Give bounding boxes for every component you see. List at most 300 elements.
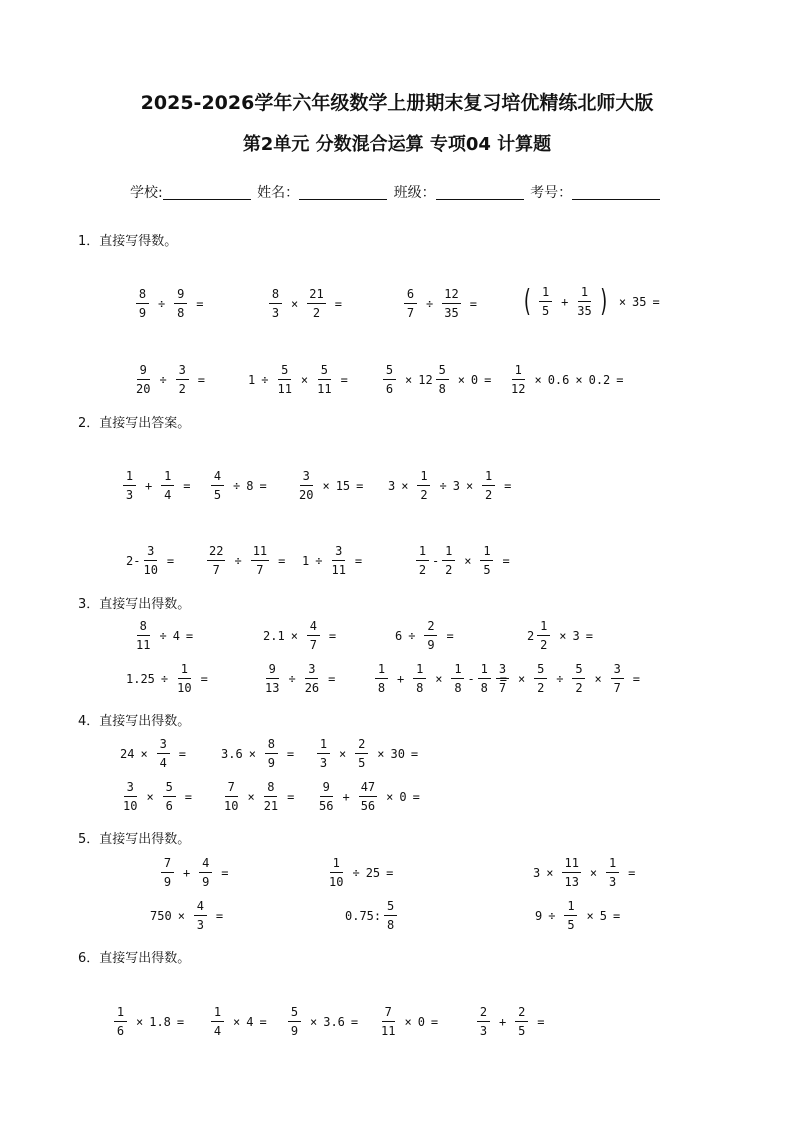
denominator: 10 — [224, 799, 239, 813]
numerator: 4 — [199, 857, 212, 873]
fraction — [265, 738, 278, 769]
number: 35 — [632, 294, 647, 309]
multiply-sign: × — [546, 865, 554, 880]
math-problem — [326, 857, 399, 888]
multiply-sign: × — [146, 789, 154, 804]
numerator: 5 — [318, 364, 331, 380]
denominator: 2 — [418, 563, 427, 577]
fraction — [424, 620, 437, 651]
equals-sign: = — [652, 294, 660, 309]
fraction — [114, 1006, 127, 1037]
fraction — [515, 1006, 528, 1037]
fraction — [305, 663, 319, 694]
math-problem — [493, 663, 646, 694]
exam-number-blank[interactable] — [572, 185, 660, 200]
school-label: 学校: — [130, 185, 163, 201]
numerator: 4 — [211, 470, 224, 486]
equals-sign: = — [185, 628, 194, 643]
equals-sign: = — [410, 746, 419, 761]
numerator: 1 — [211, 1006, 224, 1022]
equals-sign: = — [616, 372, 624, 387]
denominator: 7 — [212, 563, 220, 577]
minus-sign: - — [133, 553, 141, 568]
numerator: 1 — [114, 1006, 127, 1022]
multiply-sign: × — [586, 908, 594, 923]
equals-sign: = — [278, 553, 286, 568]
multiply-sign: × — [248, 746, 256, 761]
numerator: 1 — [416, 545, 429, 561]
denominator: 11 — [317, 382, 332, 396]
fraction — [451, 663, 464, 694]
plus-sign: + — [397, 671, 405, 686]
divide-sign: ÷ — [158, 296, 166, 311]
math-problem — [508, 364, 630, 395]
equals-sign: = — [585, 628, 593, 643]
fraction — [307, 288, 325, 319]
denominator: 2 — [178, 382, 186, 396]
number: 24 — [120, 746, 135, 761]
numerator: 1 — [451, 663, 464, 679]
numerator: 1 — [478, 663, 491, 679]
divide-sign: ÷ — [159, 372, 167, 387]
numerator: 11 — [251, 545, 269, 561]
divide-sign: ÷ — [408, 628, 416, 643]
numerator: 5 — [383, 364, 396, 380]
numerator: 1 — [417, 470, 430, 486]
right-parenthesis: ) — [598, 283, 610, 319]
multiply-sign: × — [457, 372, 465, 387]
number: 15 — [335, 478, 351, 493]
math-problem — [395, 620, 460, 651]
fraction — [136, 288, 149, 319]
equals-sign: = — [287, 789, 295, 804]
number: 3 — [533, 865, 541, 880]
numerator: 3 — [124, 781, 137, 797]
fraction — [317, 738, 330, 769]
equals-sign: = — [350, 1014, 359, 1029]
number: 2 — [126, 553, 134, 568]
math-problem — [126, 663, 214, 694]
fraction — [207, 545, 225, 576]
divide-sign: ÷ — [233, 478, 241, 493]
number: 1.8 — [149, 1014, 171, 1029]
fraction — [329, 857, 343, 888]
numerator: 9 — [174, 288, 187, 304]
section-heading-5: 5．直接写出得数。 — [78, 832, 191, 847]
multiply-sign: × — [290, 628, 298, 643]
divide-sign: ÷ — [426, 296, 434, 311]
denominator: 2 — [485, 488, 493, 502]
numerator: 6 — [404, 288, 417, 304]
number: 3.6 — [221, 746, 243, 761]
math-problem — [527, 620, 599, 651]
multiply-sign: × — [405, 372, 413, 387]
numerator: 7 — [382, 1006, 395, 1022]
math-problem — [126, 545, 180, 576]
numerator: 22 — [207, 545, 225, 561]
math-problem — [285, 1006, 364, 1037]
fraction — [199, 857, 212, 888]
denominator: 3 — [196, 918, 205, 932]
numerator: 1 — [442, 545, 455, 561]
fraction — [606, 857, 619, 888]
mixed-number-whole: 12 — [418, 372, 433, 387]
denominator: 3 — [271, 306, 280, 320]
section-heading-3: 3．直接写出得数。 — [78, 597, 191, 612]
multiply-sign: × — [618, 294, 627, 309]
numerator: 47 — [359, 781, 377, 797]
numerator: 8 — [137, 620, 150, 636]
denominator: 2 — [540, 638, 548, 652]
numerator: 3 — [611, 663, 624, 679]
fraction — [537, 620, 550, 651]
denominator: 10 — [329, 875, 344, 889]
denominator: 9 — [163, 875, 172, 889]
math-problem — [204, 545, 291, 576]
denominator: 11 — [381, 1024, 396, 1038]
equals-sign: = — [537, 1014, 545, 1029]
fraction — [136, 620, 150, 651]
numerator: 7 — [161, 857, 174, 873]
fraction — [211, 470, 224, 501]
number: 0 — [417, 1014, 425, 1029]
student-info-line — [130, 182, 662, 202]
numerator: 1 — [578, 286, 591, 302]
fraction — [442, 545, 455, 576]
fraction — [384, 900, 397, 931]
denominator: 4 — [213, 1024, 222, 1038]
fraction — [416, 545, 429, 576]
denominator: 10 — [123, 799, 138, 813]
multiply-sign: × — [177, 908, 185, 923]
number: 25 — [365, 865, 381, 880]
fraction — [355, 738, 368, 769]
numerator: 1 — [123, 470, 136, 486]
fraction — [264, 781, 278, 812]
fraction — [161, 470, 174, 501]
equals-sign: = — [386, 865, 394, 880]
multiply-sign: × — [136, 1014, 144, 1029]
equals-sign: = — [286, 746, 295, 761]
math-problem — [266, 288, 348, 319]
fraction — [163, 781, 176, 812]
fraction — [477, 1006, 490, 1037]
denominator: 8 — [454, 681, 462, 695]
denominator: 4 — [159, 756, 167, 770]
fraction — [539, 286, 552, 317]
divide-sign: ÷ — [160, 671, 169, 686]
denominator: 3 — [479, 1024, 488, 1038]
math-problem — [314, 738, 424, 769]
multiply-sign: × — [464, 553, 472, 568]
divide-sign: ÷ — [159, 628, 167, 643]
denominator: 3 — [319, 756, 328, 770]
multiply-sign: × — [518, 671, 526, 686]
number: 9 — [535, 908, 543, 923]
multiply-sign: × — [435, 671, 443, 686]
denominator: 4 — [164, 488, 172, 502]
numerator: 5 — [436, 364, 449, 380]
numerator: 1 — [539, 286, 552, 302]
denominator: 9 — [202, 875, 210, 889]
numerator: 4 — [307, 620, 320, 636]
numerator: 1 — [161, 470, 174, 486]
numerator: 1 — [330, 857, 343, 873]
name-blank[interactable] — [299, 185, 387, 200]
divide-sign: ÷ — [556, 671, 564, 686]
equals-sign: = — [328, 628, 337, 643]
denominator: 7 — [309, 638, 318, 652]
numerator: 5 — [163, 781, 176, 797]
math-problem — [262, 663, 341, 694]
number: 3 — [452, 478, 460, 493]
denominator: 12 — [511, 382, 526, 396]
numerator: 2 — [477, 1006, 490, 1022]
equals-sign: = — [259, 478, 267, 493]
left-parenthesis: ( — [521, 283, 533, 319]
equals-sign: = — [469, 296, 477, 311]
multiply-sign: × — [300, 372, 309, 387]
class-label: 班级： — [393, 185, 436, 201]
numerator: 5 — [384, 900, 397, 916]
numerator: 9 — [320, 781, 333, 797]
fraction — [319, 781, 333, 812]
fraction — [211, 1006, 224, 1037]
numerator: 1 — [537, 620, 550, 636]
section-heading-2: 2．直接写出答案。 — [78, 416, 191, 431]
fraction — [277, 364, 291, 395]
multiply-sign: × — [404, 1014, 412, 1029]
denominator: 10 — [143, 563, 158, 577]
multiply-sign: × — [247, 789, 255, 804]
numerator: 11 — [562, 857, 580, 873]
multiply-sign: × — [465, 478, 474, 493]
equals-sign: = — [504, 478, 512, 493]
denominator: 11 — [331, 563, 346, 577]
number: 1 — [302, 553, 310, 568]
equals-sign: = — [176, 1014, 185, 1029]
denominator: 7 — [613, 681, 621, 695]
fraction — [572, 663, 585, 694]
equals-sign: = — [166, 553, 175, 568]
fraction — [157, 738, 170, 769]
denominator: 35 — [577, 304, 592, 318]
math-problem — [316, 781, 426, 812]
math-problem — [208, 470, 273, 501]
numerator: 2 — [515, 1006, 528, 1022]
plus-sign: + — [499, 1014, 507, 1029]
denominator: 5 — [483, 563, 491, 577]
denominator: 10 — [177, 681, 192, 695]
numerator: 1 — [606, 857, 619, 873]
math-problem — [533, 857, 641, 888]
fraction — [611, 663, 624, 694]
math-problem — [345, 900, 400, 931]
equals-sign: = — [328, 671, 336, 686]
numerator: 3 — [332, 545, 345, 561]
equals-sign: = — [340, 372, 348, 387]
math-problem — [133, 288, 209, 319]
number: 4 — [172, 628, 180, 643]
math-problem — [474, 1006, 550, 1037]
numerator: 1 — [317, 738, 330, 754]
fraction — [288, 1006, 301, 1037]
numerator: 9 — [266, 663, 279, 679]
denominator: 8 — [377, 681, 386, 695]
mixed-number-whole: 2 — [527, 628, 535, 643]
math-problem — [296, 470, 369, 501]
equals-sign: = — [183, 478, 191, 493]
fraction — [136, 364, 150, 395]
minus-sign: - — [432, 553, 440, 568]
divide-sign: ÷ — [439, 478, 447, 493]
equals-sign: = — [259, 1014, 267, 1029]
equals-sign: = — [499, 671, 507, 686]
fraction — [436, 364, 449, 395]
numerator: 3 — [305, 663, 318, 679]
fraction — [123, 781, 137, 812]
numerator: 2 — [355, 738, 368, 754]
denominator: 7 — [256, 563, 264, 577]
denominator: 2 — [312, 306, 321, 320]
fraction — [224, 781, 238, 812]
denominator: 2 — [537, 681, 545, 695]
fraction — [480, 545, 493, 576]
math-problem — [120, 781, 198, 812]
number: 3 — [388, 478, 396, 493]
denominator: 9 — [427, 638, 435, 652]
numerator: 4 — [194, 900, 207, 916]
denominator: 7 — [406, 306, 415, 320]
math-problem — [302, 545, 368, 576]
fraction — [577, 286, 591, 317]
number: 3.6 — [323, 1014, 345, 1029]
denominator: 8 — [480, 681, 488, 695]
numerator: 12 — [442, 288, 460, 304]
numerator: 9 — [137, 364, 150, 380]
ratio-colon: : — [373, 908, 382, 923]
number: 30 — [390, 746, 405, 761]
plus-sign: + — [183, 865, 191, 880]
numerator: 1 — [178, 663, 191, 679]
fraction — [482, 470, 495, 501]
numerator: 3 — [144, 545, 157, 561]
fraction — [143, 545, 157, 576]
equals-sign: = — [632, 671, 640, 686]
denominator: 2 — [575, 681, 583, 695]
math-problem — [413, 545, 516, 576]
equals-sign: = — [484, 372, 492, 387]
numerator: 1 — [480, 545, 493, 561]
fraction — [269, 288, 282, 319]
denominator: 6 — [165, 799, 173, 813]
fraction — [265, 663, 279, 694]
class-blank[interactable] — [436, 185, 524, 200]
denominator: 9 — [290, 1024, 299, 1038]
multiply-sign: × — [534, 372, 542, 387]
fraction — [359, 781, 377, 812]
multiply-sign: × — [386, 789, 394, 804]
multiply-sign: × — [559, 628, 567, 643]
multiply-sign: × — [401, 478, 409, 493]
multiply-sign: × — [233, 1014, 241, 1029]
denominator: 5 — [358, 756, 366, 770]
multiply-sign: × — [377, 746, 385, 761]
divide-sign: ÷ — [315, 553, 323, 568]
math-problem — [120, 738, 192, 769]
plus-sign: + — [561, 294, 569, 309]
fraction — [564, 900, 577, 931]
math-problem — [263, 620, 342, 651]
numerator: 8 — [265, 738, 278, 754]
denominator: 8 — [438, 382, 446, 396]
number: 0 — [470, 372, 479, 387]
equals-sign: = — [446, 628, 454, 643]
equals-sign: = — [184, 789, 192, 804]
equals-sign: = — [628, 865, 636, 880]
plus-sign: + — [342, 789, 350, 804]
math-problem — [158, 857, 234, 888]
denominator: 6 — [116, 1024, 125, 1038]
fraction — [317, 364, 331, 395]
divide-sign: ÷ — [234, 553, 242, 568]
math-problem — [111, 1006, 190, 1037]
numerator: 1 — [375, 663, 388, 679]
math-problem — [380, 364, 497, 395]
divide-sign: ÷ — [288, 671, 296, 686]
equals-sign: = — [196, 296, 204, 311]
equals-sign: = — [200, 671, 208, 686]
equals-sign: = — [215, 908, 224, 923]
numerator: 7 — [225, 781, 238, 797]
equals-sign: = — [178, 746, 186, 761]
school-blank[interactable] — [163, 185, 251, 200]
fraction — [123, 470, 136, 501]
math-problem — [518, 283, 666, 319]
number: 3 — [572, 628, 580, 643]
numerator: 8 — [136, 288, 149, 304]
denominator: 8 — [177, 306, 185, 320]
math-problem — [133, 620, 199, 651]
divide-sign: ÷ — [548, 908, 556, 923]
fraction — [511, 364, 525, 395]
number: 0.75 — [345, 908, 374, 923]
denominator: 11 — [277, 382, 292, 396]
fraction — [442, 288, 460, 319]
number: 5 — [599, 908, 607, 923]
denominator: 5 — [541, 304, 550, 318]
denominator: 13 — [265, 681, 280, 695]
fraction — [496, 663, 509, 694]
denominator: 3 — [125, 488, 134, 502]
denominator: 9 — [267, 756, 276, 770]
multiply-sign: × — [140, 746, 148, 761]
equals-sign: = — [502, 553, 510, 568]
fraction — [174, 288, 187, 319]
denominator: 20 — [299, 488, 314, 502]
document-title: 2025-2026学年六年级数学上册期末复习培优精练北师大版 — [140, 92, 654, 114]
denominator: 5 — [518, 1024, 526, 1038]
fraction — [176, 364, 189, 395]
math-problem — [535, 900, 626, 931]
fraction — [562, 857, 580, 888]
exam-number-label: 考号： — [530, 185, 573, 201]
equals-sign: = — [221, 865, 229, 880]
numerator: 1 — [512, 364, 525, 380]
multiply-sign: × — [575, 372, 583, 387]
numerator: 21 — [307, 288, 325, 304]
divide-sign: ÷ — [352, 865, 360, 880]
